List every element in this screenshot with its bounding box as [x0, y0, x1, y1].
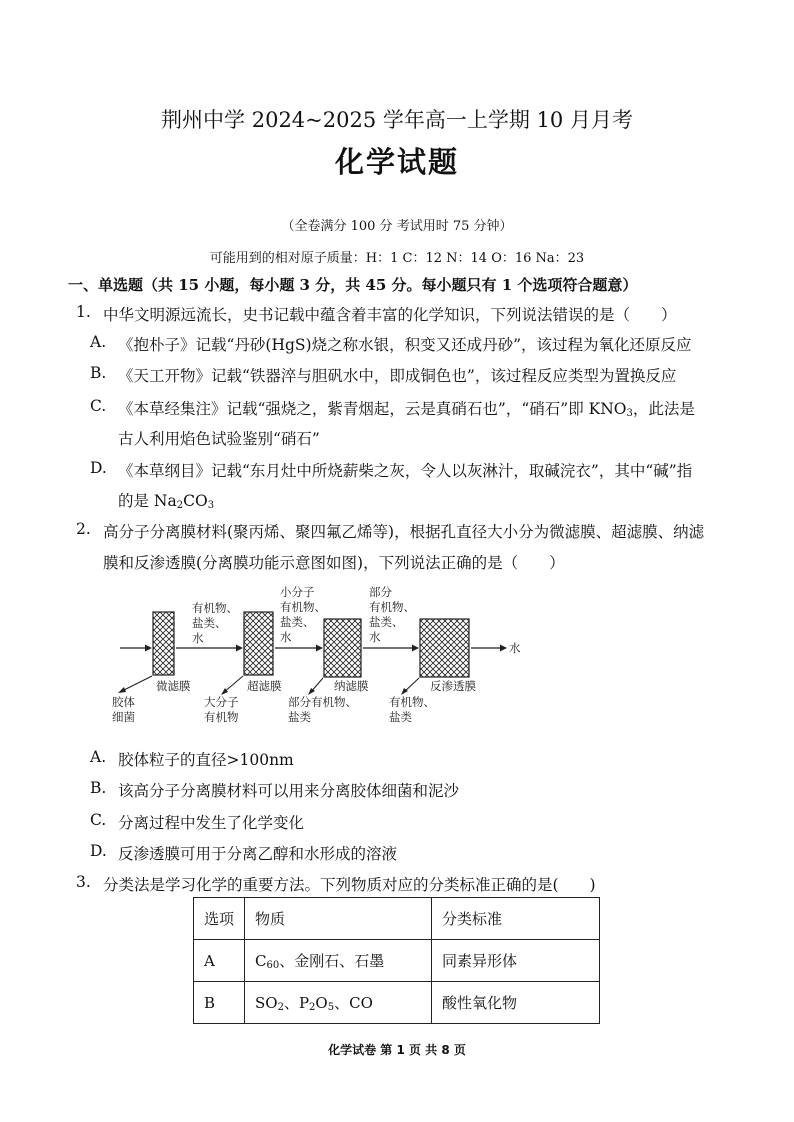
retain1-line1: 胶体 — [112, 695, 135, 709]
membrane-microfiltration — [153, 612, 174, 675]
retain3-line2: 盐类 — [288, 710, 311, 724]
pass2-line1: 小分子 — [280, 585, 315, 599]
pass1-line2: 盐类、 — [192, 616, 227, 630]
table-cell-option: A — [194, 940, 245, 982]
pass3-line4: 水 — [369, 630, 381, 644]
table-header-row — [194, 898, 600, 940]
q2-option-a-label: A. — [90, 748, 107, 766]
q2-option-b-text: 该高分子分离膜材料可以用来分离胶体细菌和泥沙 — [118, 782, 460, 800]
table-header-standard: 分类标准 — [432, 898, 600, 940]
retain1-line2: 细菌 — [112, 710, 135, 724]
table-header-option: 选项 — [194, 898, 245, 940]
membrane-label-4: 反渗透膜 — [430, 679, 476, 693]
q1-option-b-label: B. — [90, 364, 107, 382]
page-footer: 化学试卷 第 1 页 共 8 页 — [328, 1043, 466, 1057]
exam-title: 荆州中学 2024~2025 学年高一上学期 10 月月考 — [161, 108, 633, 132]
exam-note: （全卷满分 100 分 考试用时 75 分钟） — [281, 219, 513, 234]
table-cell-substance: $C_{60}$、金刚石、石墨 — [245, 940, 432, 982]
pass2-line3: 盐类、 — [280, 615, 315, 629]
retain4-line1: 有机物、 — [389, 695, 435, 709]
q2-number: 2. — [76, 520, 91, 538]
pass1-line1: 有机物、 — [192, 601, 238, 615]
retain2-line1: 大分子 — [204, 695, 239, 709]
q2-option-d-text: 反渗透膜可用于分离乙醇和水形成的溶液 — [118, 845, 398, 863]
pass1-line3: 水 — [192, 631, 204, 645]
retain3-line1: 部分有机物、 — [288, 695, 357, 709]
q3-stem: 分类法是学习化学的重要方法。下列物质对应的分类标准正确的是( ) — [103, 876, 596, 894]
q2-option-b-label: B. — [90, 779, 107, 797]
q1-option-d-label: D. — [90, 459, 107, 477]
membrane-ultrafiltration — [244, 612, 273, 675]
membrane-reverse-osmosis — [420, 619, 469, 677]
table-header-substance: 物质 — [245, 898, 432, 940]
table-cell-standard: 酸性氧化物 — [432, 982, 600, 1024]
q1-option-c-line2: 古人利用焰色试验鉴别“硝石” — [118, 430, 320, 448]
q1-option-c-text: 《本草经集注》记载“强烧之，紫青烟起，云是真硝石也”，“硝石”即 $KNO_3$，此法是 — [118, 400, 695, 419]
membrane-label-1: 微滤膜 — [156, 679, 191, 693]
table-cell-substance: $SO_2$、$P_2O_5$、CO — [245, 982, 432, 1024]
q3-table — [193, 897, 600, 1024]
q2-option-a-text: 胶体粒子的直径>100nm — [118, 751, 294, 769]
q1-option-b-text: 《天工开物》记载“铁器淬与胆矾水中，即成铜色也”，该过程反应类型为置换反应 — [118, 367, 677, 385]
q2-option-c-label: C. — [90, 811, 107, 829]
subject-title: 化学试题 — [334, 145, 459, 179]
q1-option-c-label: C. — [90, 397, 107, 415]
q2-stem-line2: 膜和反渗透膜(分离膜功能示意图如图)，下列说法正确的是（ ） — [103, 554, 565, 572]
retain4-line2: 盐类 — [389, 710, 412, 724]
q1-option-d-text: 《本草纲目》记载“东月灶中所烧薪柴之灰，令人以灰淋汁，取碱浣衣”，其中“碱”指 — [118, 462, 693, 480]
q2-option-c-text: 分离过程中发生了化学变化 — [118, 814, 305, 832]
table-cell-standard: 同素异形体 — [432, 940, 600, 982]
table-cell-option: B — [194, 982, 245, 1024]
table-row — [194, 940, 600, 982]
outlet-water-label: 水 — [509, 641, 521, 655]
q1-stem: 中华文明源远流长，史书记载中蕴含着丰富的化学知识，下列说法错误的是（ ） — [103, 306, 677, 324]
membrane-diagram — [112, 582, 532, 732]
q1-option-a-label: A. — [90, 333, 107, 351]
pass2-line4: 水 — [280, 630, 292, 644]
membrane-nanofiltration — [324, 619, 361, 677]
pass3-line2: 有机物、 — [369, 600, 415, 614]
membrane-label-3: 纳滤膜 — [334, 679, 369, 693]
q2-option-d-label: D. — [90, 842, 107, 860]
q1-option-a-text: 《抱朴子》记载“丹砂(HgS)烧之称水银，积变又还成丹砂”，该过程为氧化还原反应 — [118, 336, 692, 354]
q3-number: 3. — [76, 873, 91, 891]
pass2-line2: 有机物、 — [280, 600, 326, 614]
q1-number: 1. — [76, 303, 91, 321]
membrane-label-2: 超滤膜 — [247, 679, 282, 693]
q1-option-d-line2: 的是 $Na_2CO_3$ — [118, 492, 215, 511]
q2-stem-line1: 高分子分离膜材料(聚丙烯、聚四氟乙烯等)，根据孔直径大小分为微滤膜、超滤膜、纳滤 — [103, 523, 705, 541]
pass3-line3: 盐类、 — [369, 615, 404, 629]
pass3-line1: 部分 — [369, 585, 392, 599]
atomic-masses: 可能用到的相对原子质量：H：1 C：12 N：14 O：16 Na：23 — [209, 251, 585, 266]
retain2-line2: 有机物 — [204, 710, 239, 724]
table-row — [194, 982, 600, 1024]
section-heading: 一、单选题（共 15 小题，每小题 3 分，共 45 分。每小题只有 1 个选项符合题意） — [68, 276, 638, 294]
